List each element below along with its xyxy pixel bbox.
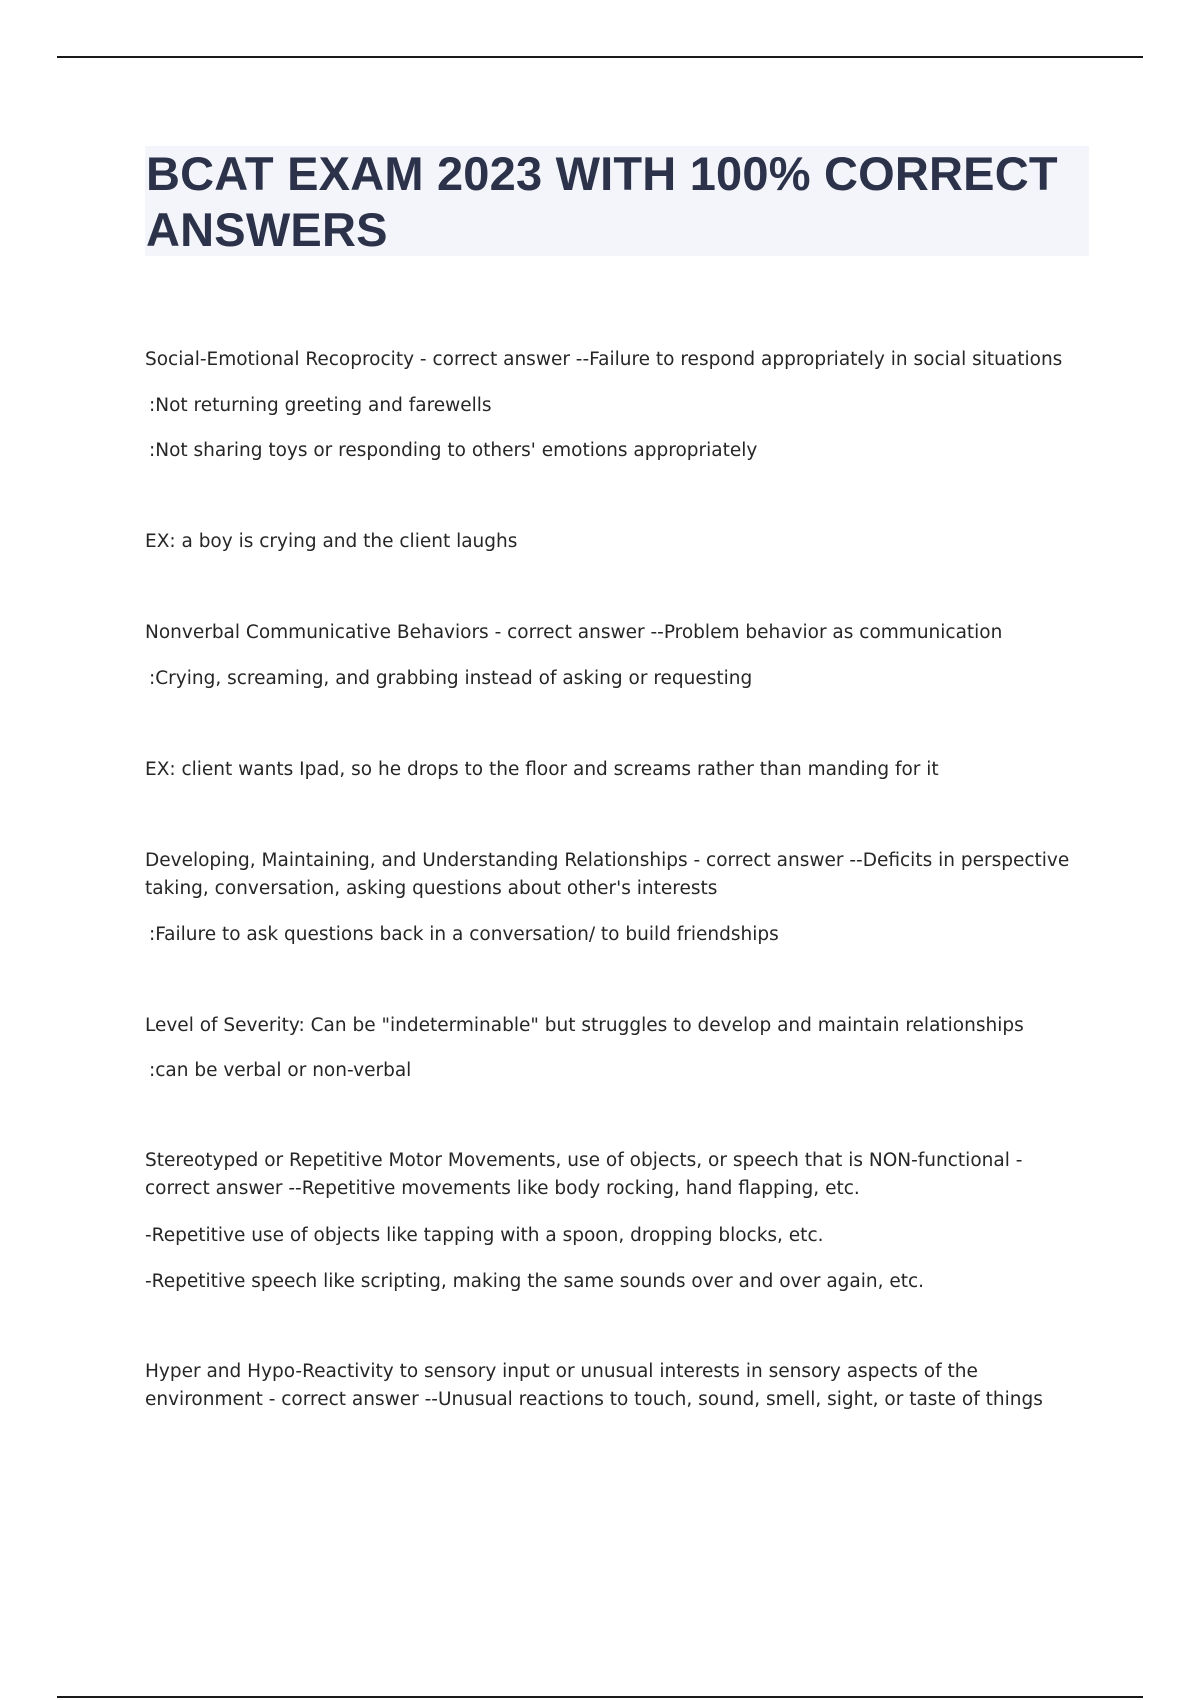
document-title: BCAT EXAM 2023 WITH 100% CORRECT ANSWERS <box>146 147 1058 256</box>
paragraph-line: -Repetitive use of objects like tapping with a spoon, dropping blocks, etc. <box>145 1225 824 1246</box>
paragraph-line: EX: a boy is crying and the client laughs <box>145 531 518 552</box>
paragraph-line: Nonverbal Communicative Behaviors - correct answer --Problem behavior as communication <box>145 622 1003 643</box>
paragraph-line: :Not sharing toys or responding to others' emotions appropriately <box>149 440 758 461</box>
paragraph-line: :Crying, screaming, and grabbing instead of asking or requesting <box>149 668 753 689</box>
paragraph-line: Hyper and Hypo-Reactivity to sensory input or unusual interests in sensory aspects of the environment - correct answer --Unusual reactions to touch, sound, smell, sight, or taste of things <box>145 1361 1043 1410</box>
paragraph-line: :Failure to ask questions back in a conversation/ to build friendships <box>149 924 779 945</box>
bottom-rule <box>57 1696 1143 1698</box>
top-rule <box>57 56 1143 58</box>
paragraph-line: :can be verbal or non-verbal <box>149 1060 412 1081</box>
paragraph-line: Social-Emotional Recoprocity - correct answer --Failure to respond appropriately in social situations <box>145 349 1063 370</box>
paragraph-line: -Repetitive speech like scripting, making the same sounds over and over again, etc. <box>145 1271 925 1292</box>
title-banner <box>145 146 1089 256</box>
paragraph-line: :Not returning greeting and farewells <box>149 395 492 416</box>
paragraph-line: Level of Severity: Can be "indeterminable" but struggles to develop and maintain relationships <box>145 1015 1024 1036</box>
paragraph-line: Stereotyped or Repetitive Motor Movements, use of objects, or speech that is NON-functional - correct answer --Repetitive movements like body rocking, hand flapping, etc. <box>145 1150 1023 1199</box>
paragraph-line: Developing, Maintaining, and Understanding Relationships - correct answer --Deficits in perspective taking, conversation, asking questions about other's interests <box>145 850 1070 899</box>
paragraph-line: EX: client wants Ipad, so he drops to the floor and screams rather than manding for it <box>145 759 939 780</box>
